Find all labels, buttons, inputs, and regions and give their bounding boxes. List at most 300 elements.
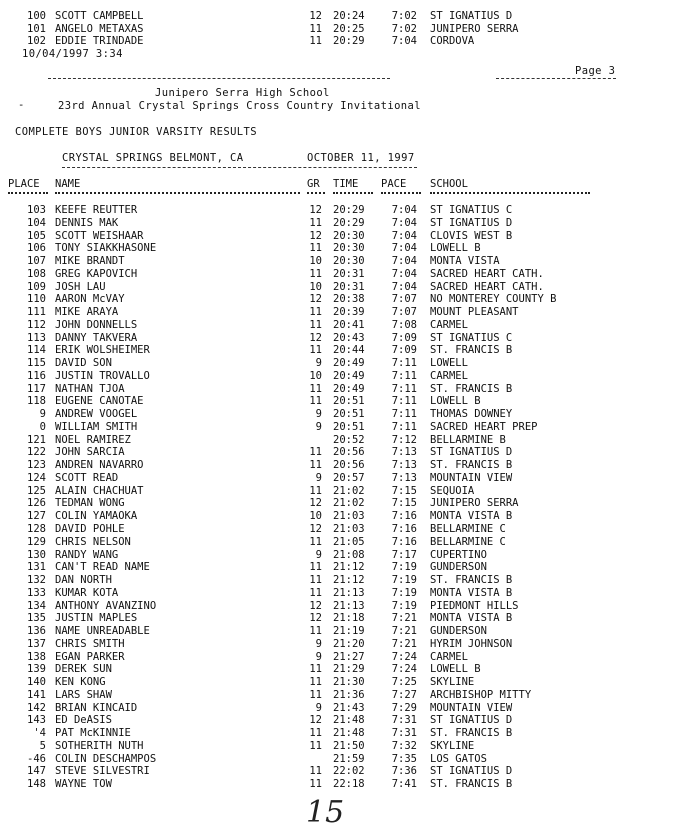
result-row xyxy=(0,446,691,459)
grade-cell: 12 xyxy=(309,497,322,510)
grade-cell: 12 xyxy=(309,293,322,306)
pace-cell: 7:04 xyxy=(391,280,417,293)
school-cell: NO MONTEREY COUNTY B xyxy=(430,293,557,306)
place-cell: 132 xyxy=(27,574,46,587)
place-cell: 111 xyxy=(27,306,46,319)
place-cell: 148 xyxy=(27,778,46,791)
grade-cell: 9 xyxy=(315,650,322,663)
pace-cell: 7:16 xyxy=(391,523,417,535)
time-cell: 20:29 xyxy=(333,35,365,47)
result-row xyxy=(0,319,691,332)
result-row xyxy=(0,676,691,689)
name-cell: KEEFE REUTTER xyxy=(55,204,138,216)
result-row xyxy=(0,549,691,562)
name-cell: GREG KAPOVICH xyxy=(55,267,138,280)
result-row xyxy=(0,574,691,587)
grade-cell: 11 xyxy=(309,484,322,497)
place-cell: 5 xyxy=(39,739,46,752)
grade-cell: 12 xyxy=(309,229,322,242)
school-cell: ST IGNATIUS D xyxy=(430,765,513,778)
place-cell: 127 xyxy=(27,510,46,523)
pace-cell: 7:13 xyxy=(391,459,417,472)
result-row xyxy=(0,332,691,345)
pace-cell: 7:04 xyxy=(391,242,417,255)
time-cell: 20:44 xyxy=(333,344,365,357)
name-cell: NATHAN TJOA xyxy=(55,382,125,395)
name-cell: JOHN SARCIA xyxy=(55,446,125,459)
result-row xyxy=(0,663,691,676)
name-cell: EGAN PARKER xyxy=(55,650,125,663)
school-cell: ST. FRANCIS B xyxy=(430,344,513,357)
printed-timestamp: 10/04/1997 3:34 xyxy=(22,48,123,60)
result-row xyxy=(0,651,691,664)
school-cell: ST IGNATIUS D xyxy=(430,216,513,229)
time-cell: 20:30 xyxy=(333,229,365,242)
school-cell: THOMAS DOWNEY xyxy=(430,408,513,421)
school-cell: ST IGNATIUS C xyxy=(430,204,513,216)
school-cell: ST. FRANCIS B xyxy=(430,727,513,740)
grade-cell: 11 xyxy=(309,625,322,638)
name-cell: EUGENE CANOTAE xyxy=(55,395,144,408)
result-row xyxy=(0,561,691,574)
school-cell: SKYLINE xyxy=(430,739,475,752)
grade-cell: 9 xyxy=(315,701,322,714)
grade-cell: 11 xyxy=(309,22,322,35)
time-cell: 20:31 xyxy=(333,267,365,280)
header-mark: - xyxy=(18,99,25,111)
time-cell: 21:19 xyxy=(333,625,365,638)
time-cell: 20:56 xyxy=(333,446,365,459)
grade-cell: 12 xyxy=(309,10,322,22)
header-separator-left xyxy=(48,78,390,79)
place-cell: 101 xyxy=(27,22,46,35)
time-cell: 20:30 xyxy=(333,242,365,255)
rule-time xyxy=(333,192,373,196)
place-cell: 142 xyxy=(27,701,46,714)
result-row xyxy=(0,523,691,536)
place-cell: 121 xyxy=(27,433,46,446)
school-name: Junipero Serra High School xyxy=(155,87,330,99)
time-cell: 21:05 xyxy=(333,535,365,548)
col-header-place: PLACE xyxy=(8,178,40,190)
result-row xyxy=(0,281,691,294)
pace-cell: 7:27 xyxy=(391,688,417,701)
result-row xyxy=(0,10,691,23)
grade-cell: 11 xyxy=(309,318,322,331)
name-cell: SCOTT READ xyxy=(55,471,119,484)
grade-cell: 11 xyxy=(309,676,322,689)
time-cell: 20:56 xyxy=(333,459,365,472)
col-header-name: NAME xyxy=(55,178,81,190)
result-row xyxy=(0,510,691,523)
name-cell: WILLIAM SMITH xyxy=(55,420,138,433)
place-cell: 113 xyxy=(27,331,46,344)
grade-cell: 11 xyxy=(309,344,322,357)
name-cell: ANGELO METAXAS xyxy=(55,22,144,35)
pace-cell: 7:24 xyxy=(391,663,417,676)
time-cell: 20:38 xyxy=(333,293,365,306)
time-cell: 21:50 xyxy=(333,739,365,752)
handwritten-page-number: 15 xyxy=(306,795,345,830)
time-cell: 20:57 xyxy=(333,471,365,484)
pace-cell: 7:09 xyxy=(391,344,417,357)
name-cell: STEVE SILVESTRI xyxy=(55,765,150,778)
school-cell: SACRED HEART CATH. xyxy=(430,267,544,280)
time-cell: 22:18 xyxy=(333,778,365,791)
place-cell: 108 xyxy=(27,267,46,280)
pace-cell: 7:04 xyxy=(391,35,417,47)
pace-cell: 7:16 xyxy=(391,535,417,548)
place-cell: -46 xyxy=(27,752,46,765)
grade-cell: 11 xyxy=(309,574,322,587)
place-cell: 100 xyxy=(27,10,46,22)
school-cell: BELLARMINE C xyxy=(430,535,506,548)
result-row xyxy=(0,306,691,319)
place-cell: 114 xyxy=(27,344,46,357)
name-cell: KUMAR KOTA xyxy=(55,586,119,599)
result-row xyxy=(0,357,691,370)
grade-cell: 11 xyxy=(309,561,322,574)
pace-cell: 7:07 xyxy=(391,293,417,306)
name-cell: COLIN DESCHAMPOS xyxy=(55,752,157,765)
place-cell: 103 xyxy=(27,204,46,216)
name-cell: ANDREN NAVARRO xyxy=(55,459,144,472)
event-title: 23rd Annual Crystal Springs Cross Country Invitational xyxy=(58,100,421,112)
school-cell: BELLARMINE C xyxy=(430,523,506,535)
name-cell: SOTHERITH NUTH xyxy=(55,739,144,752)
grade-cell: 11 xyxy=(309,586,322,599)
time-cell: 21:03 xyxy=(333,523,365,535)
rule-school xyxy=(430,192,590,196)
school-cell: ST. FRANCIS B xyxy=(430,778,513,791)
pace-cell: 7:02 xyxy=(391,22,417,35)
school-cell: MOUNT PLEASANT xyxy=(430,306,519,319)
time-cell: 21:08 xyxy=(333,548,365,561)
grade-cell: 11 xyxy=(309,242,322,255)
name-cell: CAN'T READ NAME xyxy=(55,561,150,574)
name-cell: ERIK WOLSHEIMER xyxy=(55,344,150,357)
rule-place xyxy=(8,192,48,196)
result-row xyxy=(0,217,691,230)
name-cell: SCOTT WEISHAAR xyxy=(55,229,144,242)
result-row xyxy=(0,485,691,498)
place-cell: 0 xyxy=(39,420,46,433)
grade-cell: 12 xyxy=(309,599,322,612)
place-cell: 126 xyxy=(27,497,46,510)
col-header-school: SCHOOL xyxy=(430,178,468,190)
name-cell: WAYNE TOW xyxy=(55,778,112,791)
pace-cell: 7:15 xyxy=(391,497,417,510)
grade-cell: 11 xyxy=(309,216,322,229)
time-cell: 20:51 xyxy=(333,395,365,408)
time-cell: 21:12 xyxy=(333,561,365,574)
location-underline xyxy=(62,167,417,168)
header-separator-right xyxy=(496,78,616,79)
school-cell: CUPERTINO xyxy=(430,548,487,561)
grade-cell: 12 xyxy=(309,331,322,344)
school-cell: ST IGNATIUS D xyxy=(430,446,513,459)
pace-cell: 7:19 xyxy=(391,599,417,612)
grade-cell: 11 xyxy=(309,727,322,740)
school-cell: MOUNTAIN VIEW xyxy=(430,471,513,484)
time-cell: 20:29 xyxy=(333,216,365,229)
name-cell: DANNY TAKVERA xyxy=(55,331,138,344)
school-cell: CARMEL xyxy=(430,369,468,382)
name-cell: COLIN YAMAOKA xyxy=(55,510,138,523)
school-cell: LOWELL xyxy=(430,357,468,370)
result-row xyxy=(0,740,691,753)
name-cell: PAT McKINNIE xyxy=(55,727,131,740)
grade-cell: 11 xyxy=(309,688,322,701)
time-cell: 20:49 xyxy=(333,369,365,382)
school-cell: CARMEL xyxy=(430,318,468,331)
school-cell: SACRED HEART PREP xyxy=(430,420,538,433)
time-cell: 21:20 xyxy=(333,637,365,650)
place-cell: '4 xyxy=(33,727,46,740)
place-cell: 130 xyxy=(27,548,46,561)
pace-cell: 7:41 xyxy=(391,778,417,791)
pace-cell: 7:25 xyxy=(391,676,417,689)
result-row xyxy=(0,421,691,434)
result-row xyxy=(0,714,691,727)
grade-cell: 9 xyxy=(315,637,322,650)
result-row xyxy=(0,370,691,383)
result-row xyxy=(0,230,691,243)
result-row xyxy=(0,408,691,421)
pace-cell: 7:29 xyxy=(391,701,417,714)
school-cell: ST IGNATIUS D xyxy=(430,714,513,727)
meet-date: OCTOBER 11, 1997 xyxy=(307,152,415,164)
place-cell: 143 xyxy=(27,714,46,727)
pace-cell: 7:32 xyxy=(391,739,417,752)
time-cell: 20:52 xyxy=(333,433,365,446)
place-cell: 140 xyxy=(27,676,46,689)
place-cell: 110 xyxy=(27,293,46,306)
grade-cell: 10 xyxy=(309,255,322,268)
pace-cell: 7:36 xyxy=(391,765,417,778)
grade-cell: 9 xyxy=(315,357,322,370)
name-cell: BRIAN KINCAID xyxy=(55,701,138,714)
time-cell: 21:59 xyxy=(333,752,365,765)
result-row xyxy=(0,625,691,638)
pace-cell: 7:21 xyxy=(391,637,417,650)
school-cell: LOS GATOS xyxy=(430,752,487,765)
grade-cell: 12 xyxy=(309,204,322,216)
name-cell: ANDREW VOOGEL xyxy=(55,408,138,421)
school-cell: CARMEL xyxy=(430,650,468,663)
result-row xyxy=(0,23,691,36)
school-cell: BELLARMINE B xyxy=(430,433,506,446)
place-cell: 105 xyxy=(27,229,46,242)
result-row xyxy=(0,383,691,396)
result-row xyxy=(0,778,691,791)
place-cell: 109 xyxy=(27,280,46,293)
pace-cell: 7:17 xyxy=(391,548,417,561)
pace-cell: 7:21 xyxy=(391,612,417,625)
pace-cell: 7:11 xyxy=(391,369,417,382)
school-cell: MONTA VISTA B xyxy=(430,586,513,599)
school-cell: ST IGNATIUS D xyxy=(430,10,513,22)
time-cell: 20:51 xyxy=(333,420,365,433)
school-cell: CLOVIS WEST B xyxy=(430,229,513,242)
pace-cell: 7:11 xyxy=(391,382,417,395)
school-cell: HYRIM JOHNSON xyxy=(430,637,513,650)
pace-cell: 7:15 xyxy=(391,484,417,497)
result-row xyxy=(0,268,691,281)
school-cell: JUNIPERO SERRA xyxy=(430,497,519,510)
pace-cell: 7:19 xyxy=(391,574,417,587)
time-cell: 20:31 xyxy=(333,280,365,293)
name-cell: DENNIS MAK xyxy=(55,216,119,229)
name-cell: RANDY WANG xyxy=(55,548,119,561)
name-cell: LARS SHAW xyxy=(55,688,112,701)
time-cell: 20:49 xyxy=(333,382,365,395)
name-cell: SCOTT CAMPBELL xyxy=(55,10,144,22)
time-cell: 20:29 xyxy=(333,204,365,216)
school-cell: SKYLINE xyxy=(430,676,475,689)
place-cell: 115 xyxy=(27,357,46,370)
pace-cell: 7:04 xyxy=(391,267,417,280)
result-row xyxy=(0,459,691,472)
result-row xyxy=(0,293,691,306)
school-cell: MONTA VISTA B xyxy=(430,612,513,625)
col-header-gr: GR xyxy=(307,178,320,190)
name-cell: MIKE BRANDT xyxy=(55,255,125,268)
time-cell: 20:30 xyxy=(333,255,365,268)
grade-cell: 9 xyxy=(315,471,322,484)
pace-cell: 7:11 xyxy=(391,357,417,370)
name-cell: CHRIS NELSON xyxy=(55,535,131,548)
school-cell: LOWELL B xyxy=(430,395,481,408)
grade-cell: 12 xyxy=(309,612,322,625)
pace-cell: 7:12 xyxy=(391,433,417,446)
place-cell: 133 xyxy=(27,586,46,599)
rule-name xyxy=(55,192,300,196)
result-row xyxy=(0,242,691,255)
pace-cell: 7:24 xyxy=(391,650,417,663)
grade-cell: 11 xyxy=(309,535,322,548)
result-row xyxy=(0,434,691,447)
time-cell: 21:30 xyxy=(333,676,365,689)
grade-cell: 9 xyxy=(315,548,322,561)
time-cell: 21:48 xyxy=(333,727,365,740)
name-cell: JUSTIN MAPLES xyxy=(55,612,138,625)
school-cell: MONTA VISTA B xyxy=(430,510,513,523)
result-row xyxy=(0,689,691,702)
result-row xyxy=(0,727,691,740)
place-cell: 131 xyxy=(27,561,46,574)
time-cell: 20:41 xyxy=(333,318,365,331)
school-cell: MOUNTAIN VIEW xyxy=(430,701,513,714)
result-row xyxy=(0,753,691,766)
grade-cell: 11 xyxy=(309,395,322,408)
pace-cell: 7:08 xyxy=(391,318,417,331)
school-cell: PIEDMONT HILLS xyxy=(430,599,519,612)
place-cell: 112 xyxy=(27,318,46,331)
name-cell: JOSH LAU xyxy=(55,280,106,293)
pace-cell: 7:04 xyxy=(391,204,417,216)
page-label: Page 3 xyxy=(575,65,616,77)
pace-cell: 7:04 xyxy=(391,229,417,242)
meet-location: CRYSTAL SPRINGS BELMONT, CA xyxy=(62,152,244,164)
time-cell: 21:02 xyxy=(333,484,365,497)
time-cell: 20:43 xyxy=(333,331,365,344)
result-row xyxy=(0,344,691,357)
grade-cell: 9 xyxy=(315,408,322,421)
place-cell: 136 xyxy=(27,625,46,638)
name-cell: ALAIN CHACHUAT xyxy=(55,484,144,497)
time-cell: 21:48 xyxy=(333,714,365,727)
place-cell: 137 xyxy=(27,637,46,650)
place-cell: 135 xyxy=(27,612,46,625)
school-cell: ST. FRANCIS B xyxy=(430,574,513,587)
school-cell: ARCHBISHOP MITTY xyxy=(430,688,532,701)
rule-pace xyxy=(381,192,421,196)
name-cell: ANTHONY AVANZINO xyxy=(55,599,157,612)
result-row xyxy=(0,587,691,600)
pace-cell: 7:35 xyxy=(391,752,417,765)
place-cell: 134 xyxy=(27,599,46,612)
time-cell: 21:13 xyxy=(333,599,365,612)
place-cell: 104 xyxy=(27,216,46,229)
time-cell: 21:29 xyxy=(333,663,365,676)
grade-cell: 11 xyxy=(309,459,322,472)
time-cell: 20:25 xyxy=(333,22,365,35)
pace-cell: 7:04 xyxy=(391,255,417,268)
result-row xyxy=(0,765,691,778)
place-cell: 117 xyxy=(27,382,46,395)
name-cell: TONY SIAKKHASONE xyxy=(55,242,157,255)
pace-cell: 7:04 xyxy=(391,216,417,229)
place-cell: 125 xyxy=(27,484,46,497)
place-cell: 118 xyxy=(27,395,46,408)
pace-cell: 7:09 xyxy=(391,331,417,344)
school-cell: GUNDERSON xyxy=(430,625,487,638)
pace-cell: 7:07 xyxy=(391,306,417,319)
school-cell: ST. FRANCIS B xyxy=(430,459,513,472)
name-cell: NOEL RAMIREZ xyxy=(55,433,131,446)
school-cell: SEQUOIA xyxy=(430,484,475,497)
place-cell: 9 xyxy=(39,408,46,421)
name-cell: DAVID POHLE xyxy=(55,523,125,535)
time-cell: 21:12 xyxy=(333,574,365,587)
result-row xyxy=(0,204,691,217)
pace-cell: 7:19 xyxy=(391,586,417,599)
time-cell: 21:36 xyxy=(333,688,365,701)
grade-cell: 12 xyxy=(309,523,322,535)
school-cell: LOWELL B xyxy=(430,242,481,255)
name-cell: AARON McVAY xyxy=(55,293,125,306)
place-cell: 129 xyxy=(27,535,46,548)
grade-cell: 9 xyxy=(315,420,322,433)
school-cell: MONTA VISTA xyxy=(430,255,500,268)
school-cell: ST. FRANCIS B xyxy=(430,382,513,395)
grade-cell: 10 xyxy=(309,510,322,523)
place-cell: 123 xyxy=(27,459,46,472)
grade-cell: 11 xyxy=(309,267,322,280)
name-cell: DEREK SUN xyxy=(55,663,112,676)
grade-cell: 11 xyxy=(309,382,322,395)
time-cell: 21:02 xyxy=(333,497,365,510)
time-cell: 20:51 xyxy=(333,408,365,421)
rule-gr xyxy=(307,192,325,196)
place-cell: 139 xyxy=(27,663,46,676)
grade-cell: 10 xyxy=(309,280,322,293)
time-cell: 22:02 xyxy=(333,765,365,778)
school-cell: GUNDERSON xyxy=(430,561,487,574)
time-cell: 20:39 xyxy=(333,306,365,319)
grade-cell: 12 xyxy=(309,714,322,727)
